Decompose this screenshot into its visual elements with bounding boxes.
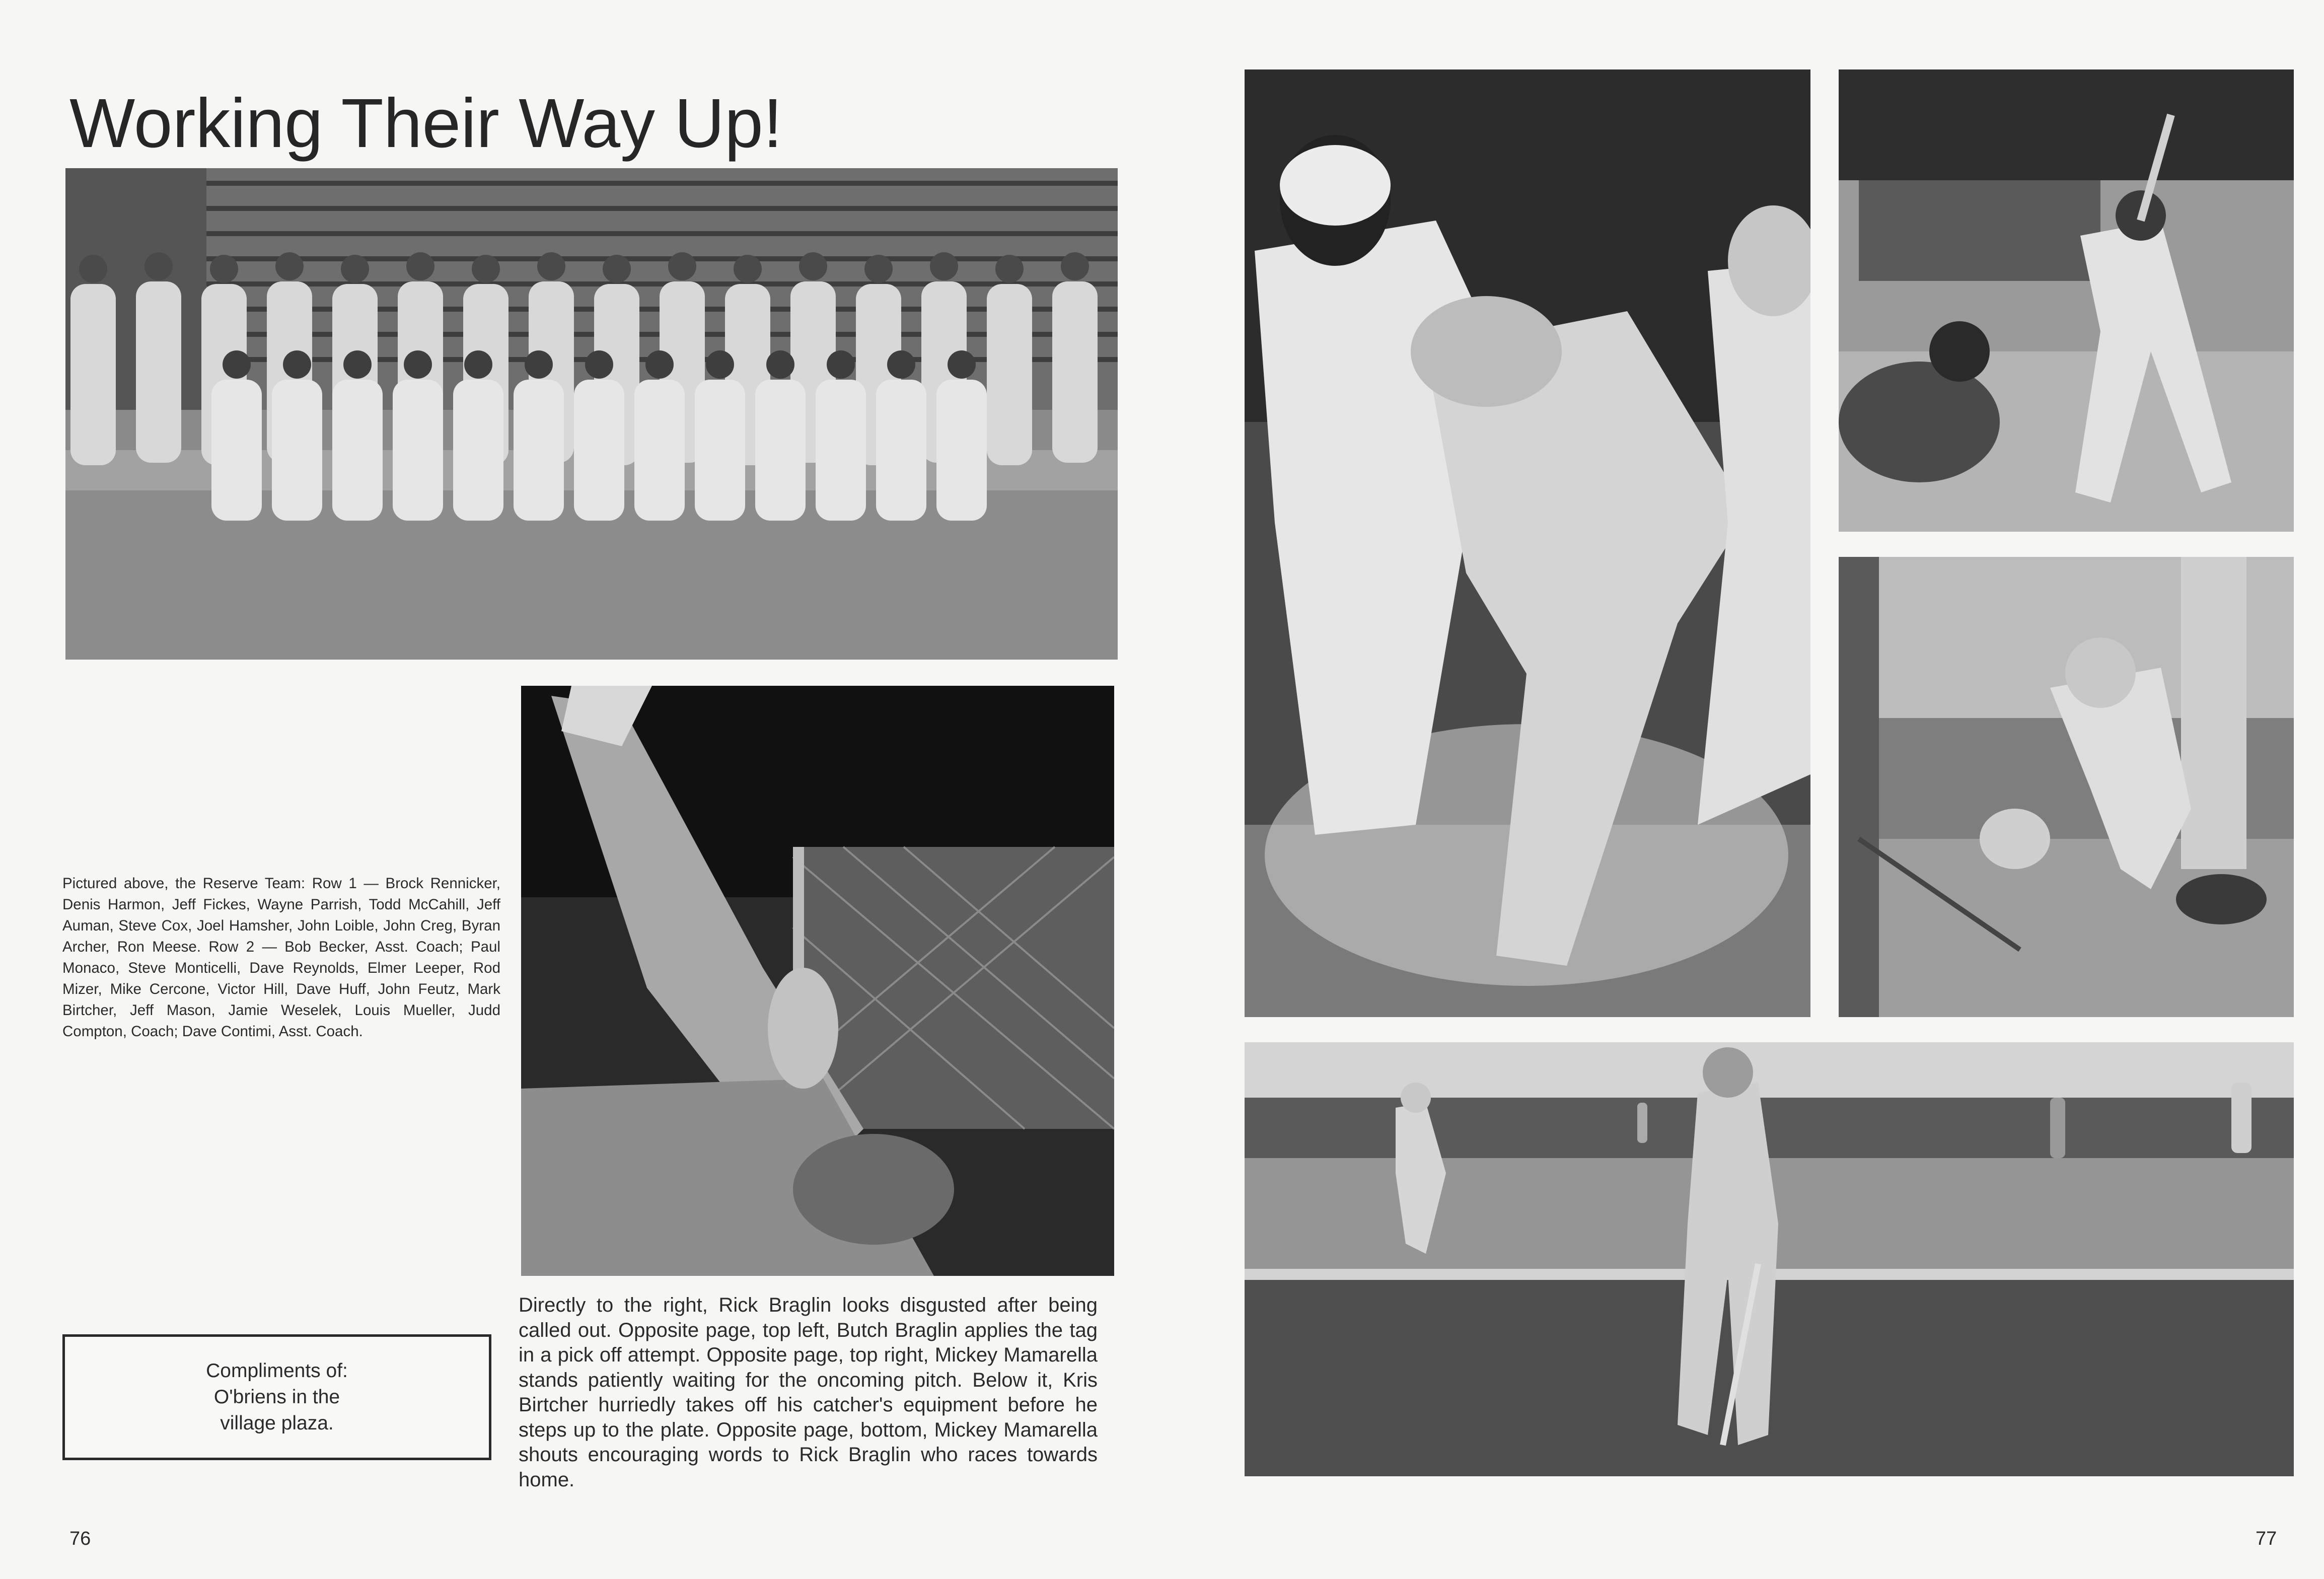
- catcher-gear-photo: [1839, 557, 2294, 1017]
- ad-line-1: Compliments of:: [206, 1360, 348, 1382]
- page-number-right: 77: [2256, 1528, 2277, 1549]
- reserve-team-caption: Pictured above, the Reserve Team: Row 1 — Brock Rennicker, Denis Harmon, Jeff Fickes, Wayne Parrish, Todd McCahill, Jeff Auman, Steve Cox, Joel Hamsher, John Loible, John Creg, Byran Archer, Ron Meese. Row 2 — Bob Becker, Asst. Coach; Paul Monaco, Steve Monticelli, Dave Reynolds, Elmer Leeper, Rod Mizer, Mike Cercone, Victor Hill, Dave Huff, John Feutz, Mark Birtcher, Jeff Mason, Jamie Weselek, Louis Mueller, Judd Compton, Coach; Dave Contimi, Asst. Coach.: [62, 875, 500, 1040]
- runner-home-photo: [1245, 1042, 2294, 1476]
- advertisement-box: [62, 1334, 491, 1460]
- page-headline: Working Their Way Up!: [69, 85, 783, 162]
- page-number-left: 76: [69, 1528, 91, 1549]
- reserve-team-photo: [65, 168, 1118, 660]
- batter-waiting-photo: [1839, 69, 2294, 532]
- action-photos-caption: Directly to the right, Rick Braglin looks disgusted after being called out. Opposite page, top left, Butch Braglin applies the tag in a pick off attempt. Opposite page, top right, Mickey Mamarella stands patiently waiting for the oncoming pitch. Below it, Kris Birtcher hurriedly takes off his catcher's equipment before he steps up to the plate. Opposite page, bottom, Mickey Mamarella shouts encouraging words to Rick Braglin who races towards home.: [519, 1294, 1098, 1491]
- ad-line-2: O'briens in the: [213, 1386, 340, 1408]
- player-on-ground-photo: [521, 686, 1114, 1276]
- ad-line-3: village plaza.: [220, 1412, 334, 1434]
- pickoff-tag-photo: [1245, 69, 1810, 1017]
